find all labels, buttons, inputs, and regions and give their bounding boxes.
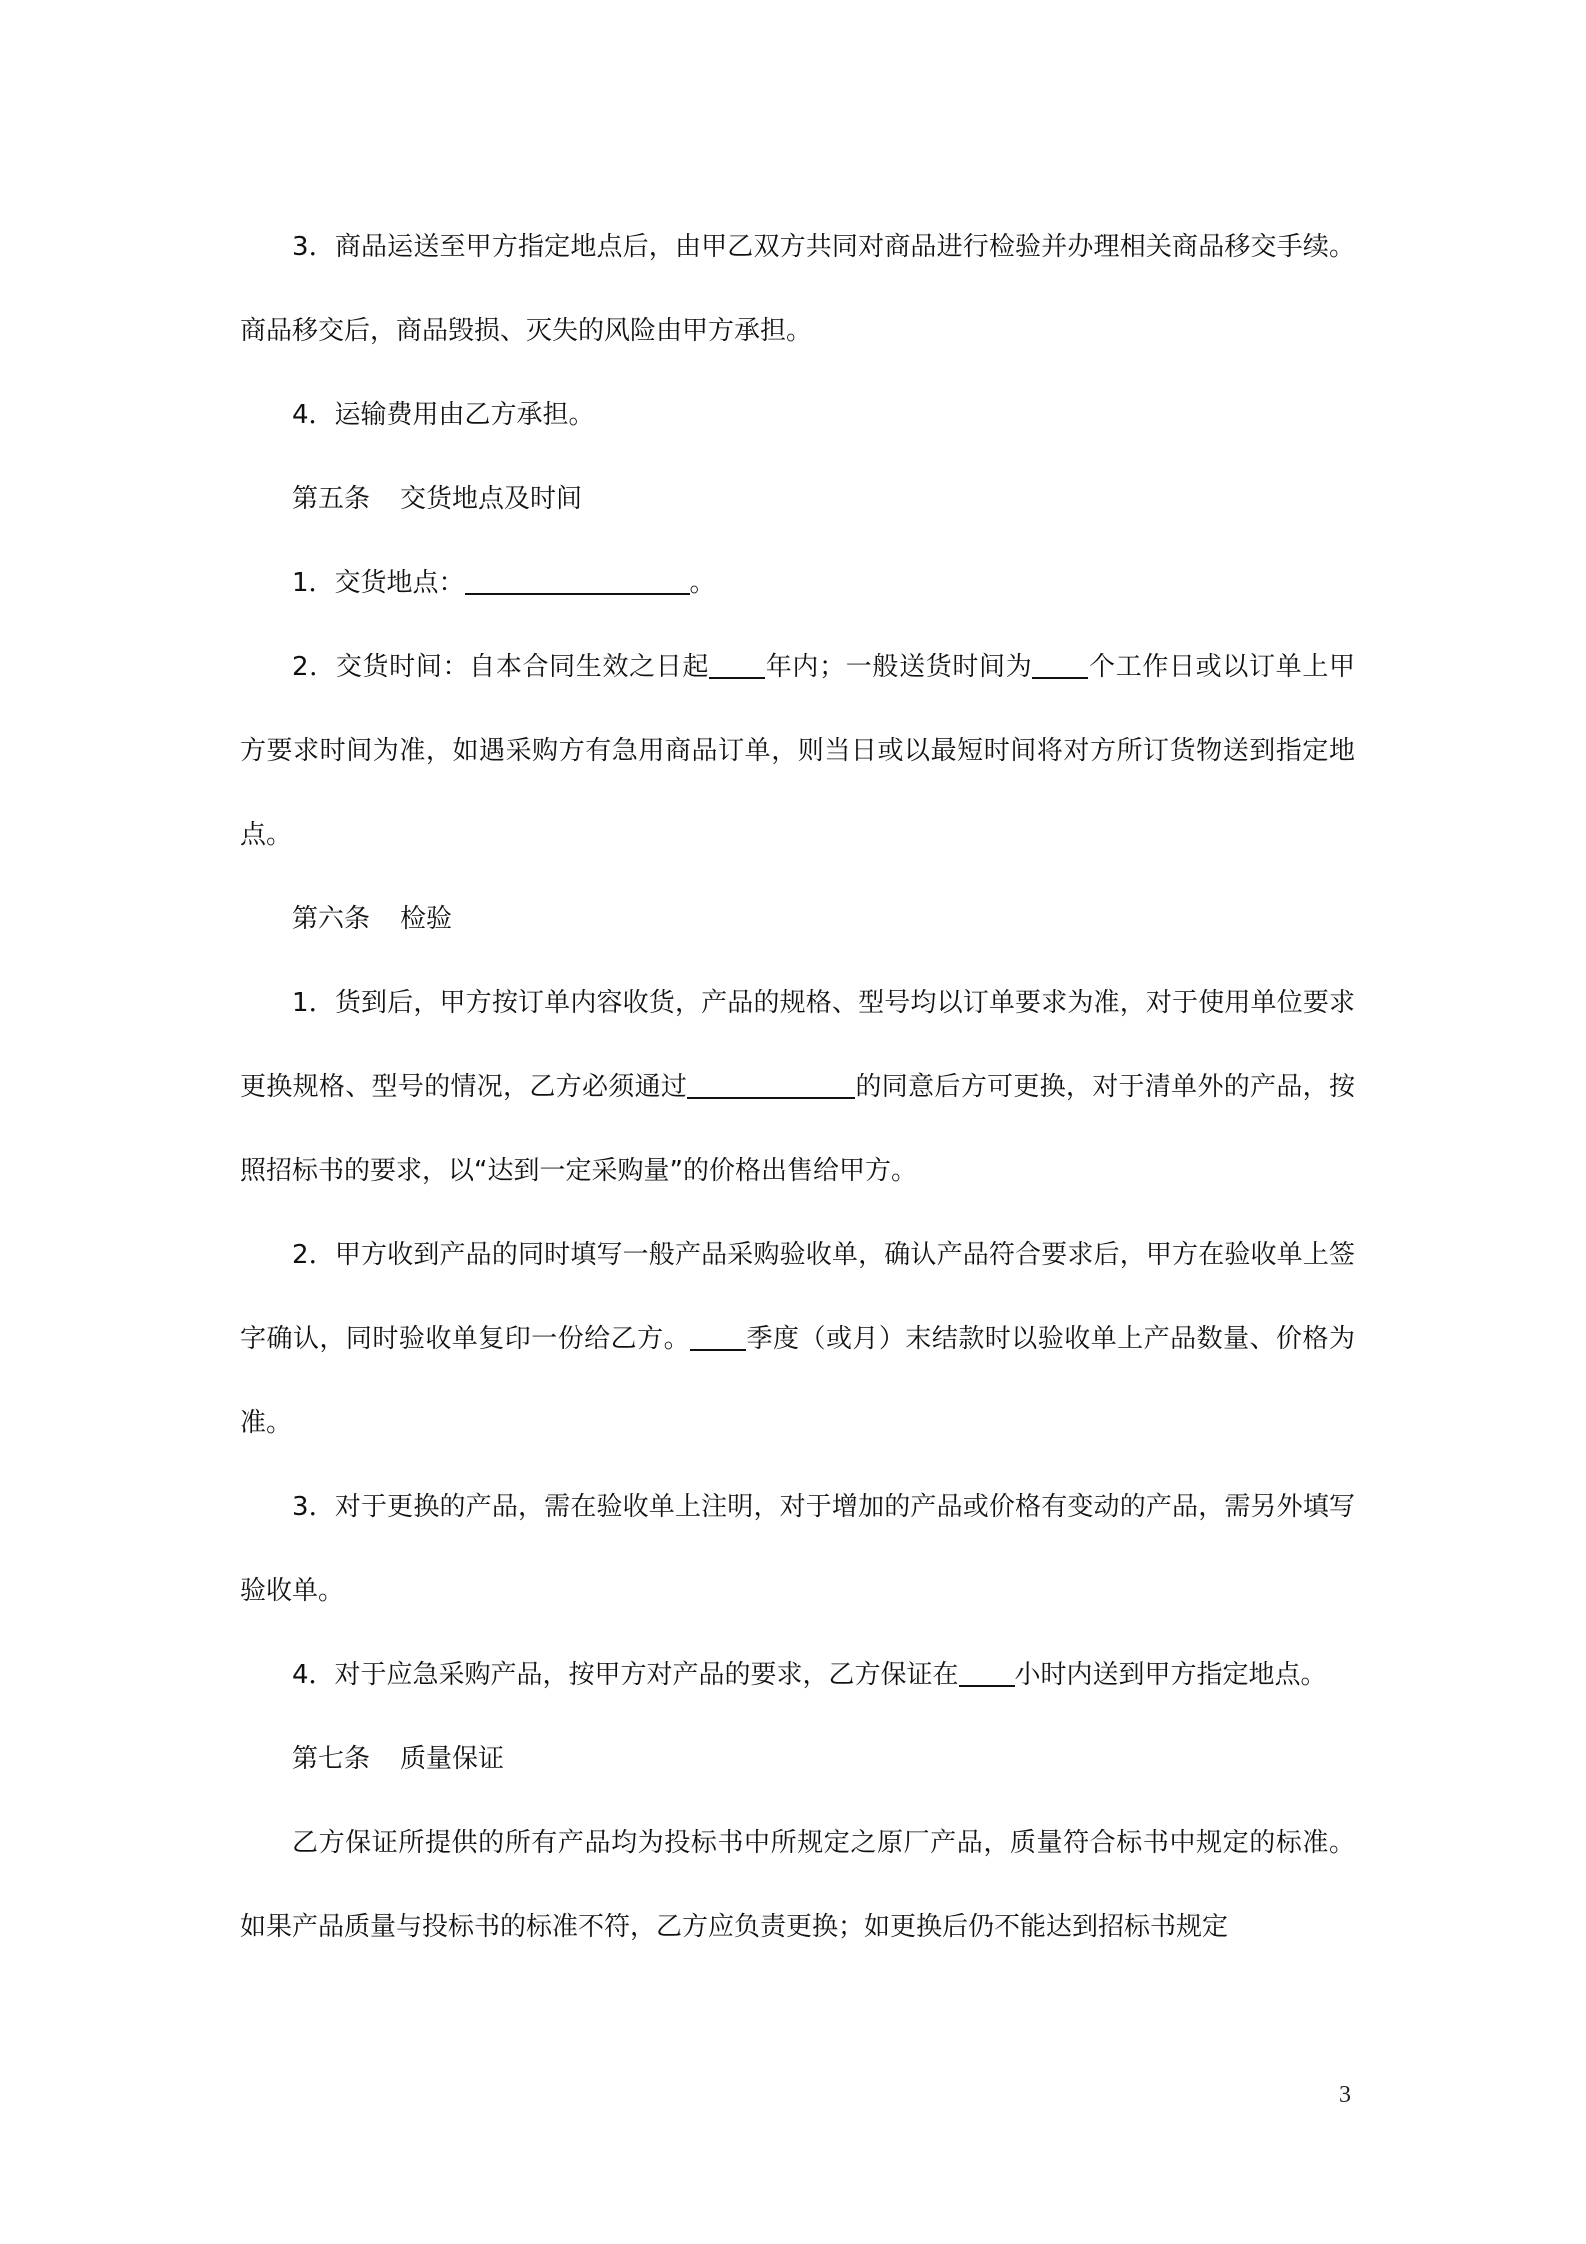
clause-6-item-1-text-a: 1．货到后，甲方按订单内容收货，产品的规格、型号均以订单要求为准，对于使用单位要求更换规格、型号的情况，乙方必须通过 [240, 988, 1355, 1102]
article-7-heading [240, 1717, 1355, 1801]
article-6-title: 检验 [400, 904, 453, 934]
article-5-heading [240, 457, 1355, 541]
clause-4-item-4-text: 4．运输费用由乙方承担。 [292, 400, 595, 430]
article-6-heading [240, 877, 1355, 961]
delivery-years-blank [709, 651, 765, 679]
clause-6-item-2-text-a: 2．甲方收到产品的同时填写一般产品采购验收单，确认产品符合要求后，甲方在验收单上签字确认，同时验收单复印一份给乙方。 [240, 1240, 1355, 1354]
clause-6-item-4-text-b: 小时内送到甲方指定地点。 [1014, 1660, 1327, 1690]
clause-5-item-1-end: 。 [689, 568, 716, 598]
clause-6-item-1 [240, 961, 1355, 1213]
clause-5-item-2-text-a: 2．交货时间：自本合同生效之日起 [292, 652, 710, 682]
clause-6-item-1-text-b: 的同意后方可更换，对于清单外的产品，按照招标书的要求，以“达到一定采购量”的价格出售给甲方。 [240, 1072, 1355, 1186]
settlement-period-blank [690, 1323, 746, 1351]
emergency-hours-blank [959, 1659, 1015, 1687]
clause-5-item-2-text-b: 年内；一般送货时间为 [765, 652, 1033, 682]
article-5-title: 交货地点及时间 [400, 484, 583, 514]
clause-4-item-3-text: 3．商品运送至甲方指定地点后，由甲乙双方共同对商品进行检验并办理相关商品移交手续。商品移交后，商品毁损、灭失的风险由甲方承担。 [240, 232, 1355, 346]
clause-5-item-1-text: 1．交货地点： [292, 568, 465, 598]
delivery-location-blank [465, 567, 690, 595]
approval-party-blank [687, 1071, 855, 1099]
article-7-title: 质量保证 [400, 1744, 505, 1774]
clause-7-text: 乙方保证所提供的所有产品均为投标书中所规定之原厂产品，质量符合标书中规定的标准。如果产品质量与投标书的标准不符，乙方应负责更换；如更换后仍不能达到招标书规定 [240, 1828, 1355, 1942]
clause-7-paragraph [240, 1801, 1355, 1969]
article-7-number: 第七条 [292, 1744, 371, 1774]
clause-5-item-2-text-c: 个工作日或以订单上甲方要求时间为准，如遇采购方有急用商品订单，则当日或以最短时间将对方所订货物送到指定地点。 [240, 652, 1355, 850]
page-number: 3 [1339, 2082, 1351, 2108]
delivery-days-blank [1032, 651, 1088, 679]
article-5-number: 第五条 [292, 484, 371, 514]
clause-6-item-2 [240, 1213, 1355, 1465]
clause-5-item-2 [240, 625, 1355, 877]
clause-4-item-4 [240, 373, 1355, 457]
clause-6-item-4 [240, 1633, 1355, 1717]
clause-6-item-2-text-b: 季度（或月）末结款时以验收单上产品数量、价格为准。 [240, 1324, 1355, 1438]
clause-6-item-3-text: 3．对于更换的产品，需在验收单上注明，对于增加的产品或价格有变动的产品，需另外填写验收单。 [240, 1492, 1355, 1606]
document-body [240, 205, 1355, 1969]
clause-5-item-1 [240, 541, 1355, 625]
clause-4-item-3 [240, 205, 1355, 373]
clause-6-item-4-text-a: 4．对于应急采购产品，按甲方对产品的要求，乙方保证在 [292, 1660, 959, 1690]
article-6-number: 第六条 [292, 904, 371, 934]
clause-6-item-3 [240, 1465, 1355, 1633]
